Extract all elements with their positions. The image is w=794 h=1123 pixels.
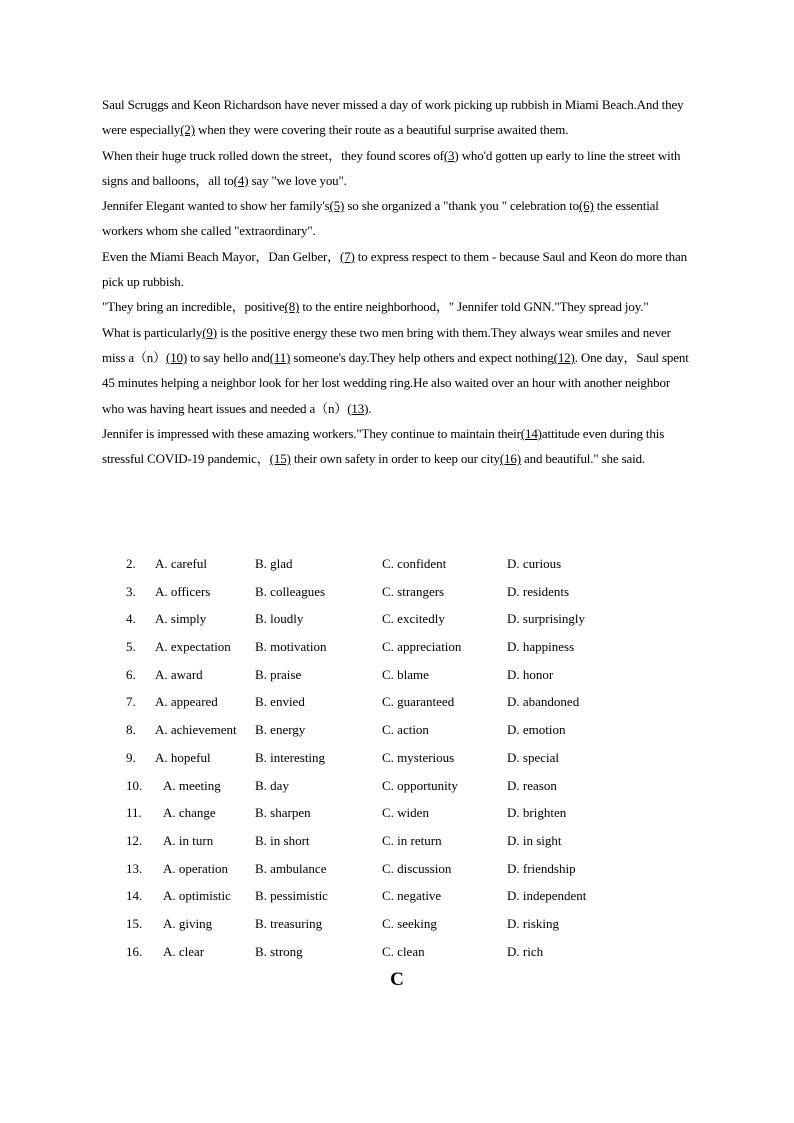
passage-text: and beautiful." she said. — [520, 451, 646, 467]
passage-text: say "we love you". — [248, 172, 347, 188]
option-b: B. day — [255, 777, 289, 793]
option-b: B. loudly — [255, 611, 304, 627]
option-a: A. careful — [155, 556, 207, 571]
paragraph-7 — [102, 421, 694, 472]
option-c: C. in return — [382, 832, 442, 848]
option-row — [102, 718, 694, 746]
option-d: D. rich — [507, 943, 544, 959]
passage-text: Jennifer is impressed with these amazing workers."They continue to maintain their — [102, 425, 521, 441]
option-row — [102, 884, 694, 912]
blank-9: (9) — [202, 324, 217, 340]
passage-text: . One day，Saul spent 45 minutes helping a neighbor look for her lost wedding ring.He also waited over an hour with another neighbor who was having heart issues and needed a（n） — [102, 349, 689, 416]
passage-text: Saul Scruggs and Keon Richardson have never missed a day of work picking up rubbish in Miami Beach.And they were especially — [102, 97, 684, 138]
passage-text: is the positive energy these two men bring with them.They always wear smiles and never miss a（n） — [102, 324, 671, 365]
passage-text: to the entire neighborhood，" Jennifer told GNN."They spread joy." — [299, 299, 649, 315]
option-a: A. operation — [163, 860, 228, 876]
option-c: C. negative — [382, 888, 442, 904]
option-a: A. simply — [155, 611, 207, 627]
reading-passage — [102, 92, 694, 471]
option-c: C. opportunity — [382, 777, 458, 793]
option-row — [102, 801, 694, 829]
option-row — [102, 912, 694, 940]
option-a: A. expectation — [155, 639, 231, 655]
option-a: A. in turn — [163, 832, 214, 848]
option-d: D. in sight — [507, 832, 562, 848]
blank-14: (14) — [520, 425, 542, 441]
blank-4: (4) — [233, 172, 249, 188]
passage-text: so she organized a "thank you " celebration to — [344, 198, 579, 214]
option-a: A. giving — [163, 915, 213, 931]
option-a: A. change — [163, 805, 216, 821]
option-a: A. achievement — [155, 722, 237, 738]
option-c: C. excitedly — [382, 611, 445, 627]
passage-text: who'd gotten up early to line the street with signs and balloons，all to — [102, 147, 681, 188]
passage-text: when they were covering their route as a beautiful surprise awaited them. — [194, 122, 569, 138]
paragraph-1 — [102, 92, 694, 143]
question-number: 7. — [126, 694, 136, 710]
option-a: A. hopeful — [155, 749, 211, 765]
blank-6: (6) — [578, 198, 594, 214]
question-number: 6. — [126, 666, 136, 682]
blank-2: (2) — [180, 122, 195, 138]
option-d: D. brighten — [507, 805, 567, 821]
passage-text: . — [368, 400, 372, 416]
option-c: C. appreciation — [382, 639, 462, 655]
passage-text: the essential workers whom she called "extraordinary". — [102, 198, 659, 239]
blank-5: (5) — [329, 198, 345, 214]
option-c: C. discussion — [382, 860, 452, 876]
option-b: B. envied — [255, 694, 305, 710]
passage-text: Jennifer Elegant wanted to show her family's — [102, 198, 330, 214]
option-d: D. curious — [507, 556, 562, 571]
option-a: A. clear — [163, 943, 205, 959]
option-c: C. mysterious — [382, 749, 455, 765]
option-a: A. optimistic — [163, 888, 231, 904]
question-number: 3. — [126, 583, 136, 599]
option-b: B. in short — [255, 832, 310, 848]
passage-text: someone's day.They help others and expect nothing — [290, 349, 554, 365]
paragraph-6 — [102, 320, 694, 421]
option-c: C. confident — [382, 556, 447, 571]
question-number: 2. — [126, 556, 136, 571]
passage-text: their own safety in order to keep our city — [290, 451, 500, 467]
passage-text: What is particularly — [102, 324, 203, 340]
option-a: A. officers — [155, 583, 211, 599]
question-number: 10. — [126, 777, 143, 793]
paragraph-4 — [102, 244, 694, 295]
blank-7: (7) — [339, 248, 355, 264]
option-row — [102, 552, 694, 580]
option-b: B. sharpen — [255, 805, 311, 821]
option-a: A. meeting — [163, 777, 221, 793]
blank-16: (16) — [499, 451, 521, 467]
question-number: 14. — [126, 888, 143, 904]
option-d: D. surprisingly — [507, 611, 585, 627]
option-b: B. motivation — [255, 639, 327, 655]
option-d: D. friendship — [507, 860, 576, 876]
passage-text: attitude even during this stressful COVID-19 pandemic， — [102, 425, 665, 467]
option-b: B. strong — [255, 943, 303, 959]
option-c: C. widen — [382, 805, 429, 821]
option-row — [102, 580, 694, 608]
option-d: D. honor — [507, 666, 554, 682]
option-d: D. special — [507, 749, 559, 765]
option-d: D. abandoned — [507, 694, 580, 710]
option-c: C. blame — [382, 666, 429, 682]
blank-11: (11) — [269, 349, 291, 365]
question-number: 12. — [126, 832, 143, 848]
passage-text: to say hello and — [187, 349, 270, 365]
paragraph-5 — [102, 294, 694, 319]
option-b: B. energy — [255, 722, 306, 738]
option-b: B. praise — [255, 666, 302, 682]
question-number: 13. — [126, 860, 143, 876]
option-b: B. treasuring — [255, 915, 323, 931]
question-number: 9. — [126, 749, 136, 765]
passage-text: When their huge truck rolled down the street，they found scores of — [102, 147, 444, 163]
question-number: 4. — [126, 611, 136, 627]
passage-text: "They bring an incredible，positive — [102, 299, 285, 315]
option-row — [102, 690, 694, 718]
option-row — [102, 746, 694, 774]
question-number: 5. — [126, 639, 136, 655]
option-b: B. pessimistic — [255, 888, 328, 904]
option-d: D. emotion — [507, 722, 566, 738]
option-d: D. independent — [507, 888, 587, 904]
option-b: B. interesting — [255, 749, 326, 765]
blank-15: (15) — [269, 451, 291, 467]
option-b: B. glad — [255, 556, 293, 571]
option-c: C. strangers — [382, 583, 445, 599]
question-number: 16. — [126, 943, 143, 959]
paragraph-2 — [102, 143, 694, 194]
option-row — [102, 774, 694, 802]
answer-options — [102, 552, 694, 967]
paragraph-3 — [102, 193, 694, 244]
question-number: 11. — [126, 805, 142, 821]
blank-10: (10) — [166, 349, 188, 365]
option-c: C. clean — [382, 943, 425, 959]
option-row — [102, 829, 694, 857]
option-c: C. guaranteed — [382, 694, 455, 710]
blank-3: (3) — [443, 147, 459, 163]
passage-text: Even the Miami Beach Mayor，Dan Gelber， — [102, 248, 340, 264]
option-row — [102, 607, 694, 635]
option-d: D. residents — [507, 583, 570, 599]
blank-13: (13) — [347, 400, 369, 416]
option-row — [102, 857, 694, 885]
option-row — [102, 940, 694, 968]
option-b: B. ambulance — [255, 860, 327, 876]
option-c: C. seeking — [382, 915, 437, 931]
option-b: B. colleagues — [255, 583, 326, 599]
option-d: D. reason — [507, 777, 557, 793]
blank-8: (8) — [284, 299, 300, 315]
option-a: A. award — [155, 666, 203, 682]
blank-12: (12) — [553, 349, 575, 365]
option-row — [102, 663, 694, 691]
section-heading: C — [390, 969, 404, 990]
question-number: 8. — [126, 722, 136, 738]
passage-text: to express respect to them - because Saul and Keon do more than pick up rubbish. — [102, 248, 687, 290]
option-row — [102, 635, 694, 663]
question-number: 15. — [126, 915, 143, 931]
option-c: C. action — [382, 722, 429, 738]
option-d: D. happiness — [507, 639, 575, 655]
option-a: A. appeared — [155, 694, 218, 710]
option-d: D. risking — [507, 915, 559, 931]
